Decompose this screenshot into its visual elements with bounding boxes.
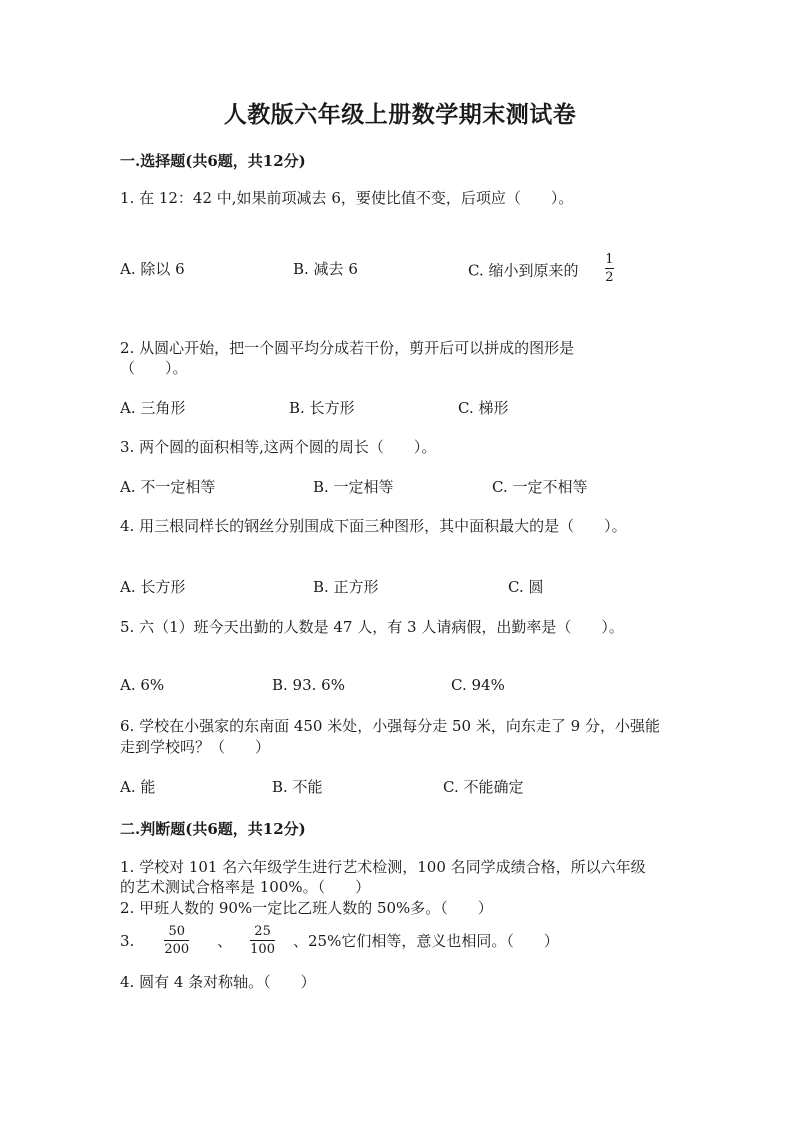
judge-3 bbox=[120, 924, 559, 957]
fraction-25-100 bbox=[250, 924, 275, 957]
q3-option-b: B. 一定相等 bbox=[313, 478, 394, 496]
fraction-denominator: 200 bbox=[164, 942, 190, 957]
q4-option-b: B. 正方形 bbox=[313, 578, 379, 596]
question-1: 1. 在 12：42 中,如果前项减去 6，要使比值不变，后项应（ ）。 bbox=[120, 189, 574, 207]
q2-option-c: C. 梯形 bbox=[458, 399, 509, 417]
fraction-bar bbox=[605, 268, 613, 269]
page-title: 人教版六年级上册数学期末测试卷 bbox=[223, 101, 577, 128]
question-4: 4. 用三根同样长的钢丝分别围成下面三种图形，其中面积最大的是（ ）。 bbox=[120, 517, 627, 535]
judge-3-suffix: 、25%它们相等，意义也相同。（ ） bbox=[292, 931, 559, 950]
fraction-one-half bbox=[605, 252, 613, 285]
question-5: 5. 六（1）班今天出勤的人数是 47 人，有 3 人请病假，出勤率是（ ）。 bbox=[120, 618, 624, 636]
q6-option-c: C. 不能确定 bbox=[443, 778, 524, 796]
judge-2: 2. 甲班人数的 90%一定比乙班人数的 50%多。（ ） bbox=[120, 899, 493, 917]
q2-option-b: B. 长方形 bbox=[289, 399, 355, 417]
fraction-numerator: 50 bbox=[168, 924, 185, 939]
q4-option-c: C. 圆 bbox=[508, 578, 544, 596]
q6-option-b: B. 不能 bbox=[272, 778, 323, 796]
question-6-line-1: 6. 学校在小强家的东南面 450 米处，小强每分走 50 米，向东走了 9 分，小强能 bbox=[120, 717, 660, 735]
fraction-bar bbox=[164, 940, 189, 941]
section-heading-choice: 一.选择题(共6题，共12分) bbox=[120, 152, 306, 170]
q5-option-c: C. 94% bbox=[451, 676, 505, 694]
question-2-line-2: （ ）。 bbox=[120, 359, 188, 377]
q2-option-a: A. 三角形 bbox=[120, 399, 186, 417]
judge-1-line-2: 的艺术测试合格率是 100%。（ ） bbox=[120, 878, 371, 896]
section-heading-judge: 二.判断题(共6题，共12分) bbox=[120, 820, 306, 838]
q1-option-b: B. 减去 6 bbox=[293, 260, 358, 278]
fraction-denominator: 2 bbox=[605, 270, 614, 285]
q1-option-a: A. 除以 6 bbox=[120, 260, 185, 278]
fraction-bar bbox=[250, 940, 275, 941]
fraction-numerator: 1 bbox=[605, 252, 614, 267]
fraction-50-200 bbox=[164, 924, 189, 957]
judge-3-separator: 、 bbox=[217, 931, 233, 950]
question-6-line-2: 走到学校吗？（ ） bbox=[120, 738, 271, 756]
question-3: 3. 两个圆的面积相等,这两个圆的周长（ ）。 bbox=[120, 438, 437, 456]
judge-1-line-1: 1. 学校对 101 名六年级学生进行艺术检测，100 名同学成绩合格，所以六年级 bbox=[120, 858, 646, 876]
q4-option-a: A. 长方形 bbox=[120, 578, 186, 596]
q3-option-c: C. 一定不相等 bbox=[492, 478, 588, 496]
judge-3-prefix: 3. bbox=[120, 931, 135, 950]
judge-4: 4. 圆有 4 条对称轴。（ ） bbox=[120, 973, 316, 991]
q5-option-b: B. 93. 6% bbox=[272, 676, 345, 694]
q1-option-c bbox=[468, 252, 614, 285]
fraction-numerator: 25 bbox=[254, 924, 271, 939]
q5-option-a: A. 6% bbox=[120, 676, 165, 694]
q3-option-a: A. 不一定相等 bbox=[120, 478, 216, 496]
question-2-line-1: 2. 从圆心开始，把一个圆平均分成若干份，剪开后可以拼成的图形是 bbox=[120, 339, 575, 357]
q1-option-c-label: C. 缩小到原来的 bbox=[468, 261, 579, 280]
q6-option-a: A. 能 bbox=[120, 778, 156, 796]
fraction-denominator: 100 bbox=[250, 942, 275, 957]
